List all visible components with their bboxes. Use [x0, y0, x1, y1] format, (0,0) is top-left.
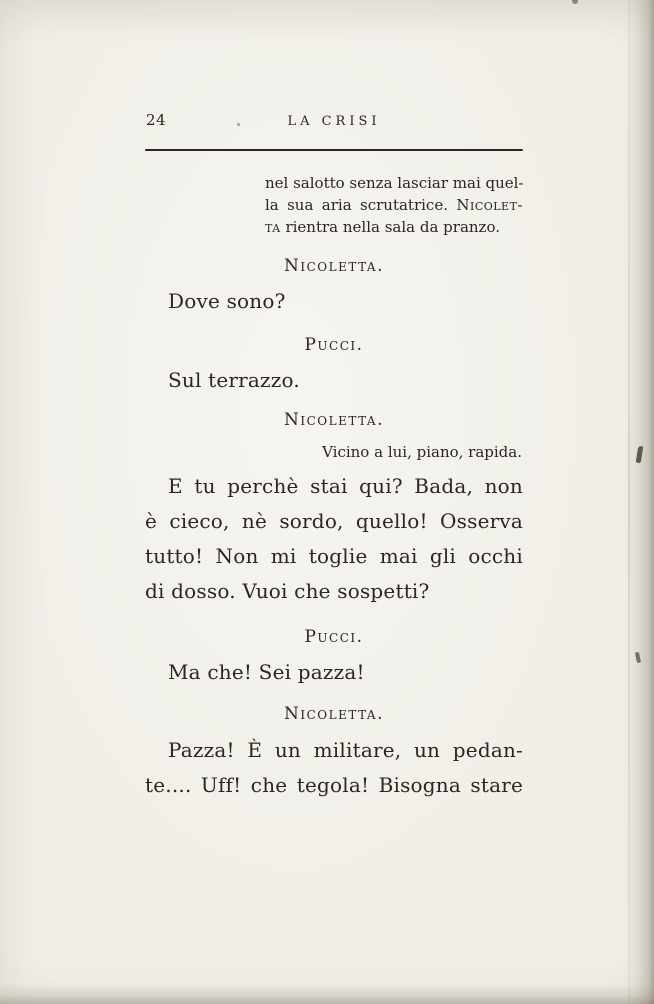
- character-name-smallcaps: Nicolet-: [456, 196, 523, 214]
- page-number: 24: [146, 111, 167, 129]
- dialogue-line: Dove sono?: [168, 289, 286, 313]
- dialogue-line: E tu perchè stai qui? Bada, non: [168, 474, 523, 498]
- opening-stage-direction: [265, 172, 523, 238]
- character-heading-nicoletta: Nicoletta.: [283, 256, 384, 276]
- running-title: LA CRISI: [287, 114, 381, 129]
- page-edge-mark: [635, 652, 641, 664]
- header-rule: [145, 149, 523, 151]
- dialogue-line: è cieco, nè sordo, quello! Osserva: [145, 509, 523, 533]
- dialogue-line: Sul terrazzo.: [168, 368, 300, 392]
- page-crease: [628, 0, 630, 1004]
- page-edge-mark: [572, 0, 578, 4]
- dialogue-line: tutto! Non mi toglie mai gli occhi: [145, 544, 523, 568]
- page-header: [145, 110, 523, 132]
- character-name-smallcaps: ta: [265, 218, 281, 236]
- character-heading-nicoletta: Nicoletta.: [283, 410, 384, 430]
- dialogue-paragraph: [145, 733, 523, 803]
- inline-stage-direction: Vicino a lui, piano, rapida.: [322, 443, 522, 461]
- character-heading-pucci: Pucci.: [304, 335, 364, 355]
- text-column: [145, 110, 523, 803]
- dialogue-line: Ma che! Sei pazza!: [168, 660, 365, 684]
- dialogue-line: Pazza! È un militare, un pedan-: [168, 738, 523, 762]
- dialogue-paragraph: [145, 469, 523, 609]
- stage-direction-line: la sua aria scrutatrice. Nicolet-: [265, 196, 523, 214]
- character-heading-pucci: Pucci.: [304, 627, 364, 647]
- page-edge-mark: [636, 446, 644, 464]
- dialogue-line: di dosso. Vuoi che sospetti?: [145, 579, 430, 603]
- dialogue-line: te.... Uff! che tegola! Bisogna stare: [145, 773, 523, 797]
- page-edge-shadow-right: [626, 0, 654, 1004]
- character-heading-nicoletta: Nicoletta.: [283, 704, 384, 724]
- stage-direction-line: nel salotto senza lasciar mai quel-: [265, 174, 524, 192]
- page-edge-shadow-bottom: [0, 984, 654, 1004]
- stage-direction-line: ta rientra nella sala da pranzo.: [265, 218, 500, 236]
